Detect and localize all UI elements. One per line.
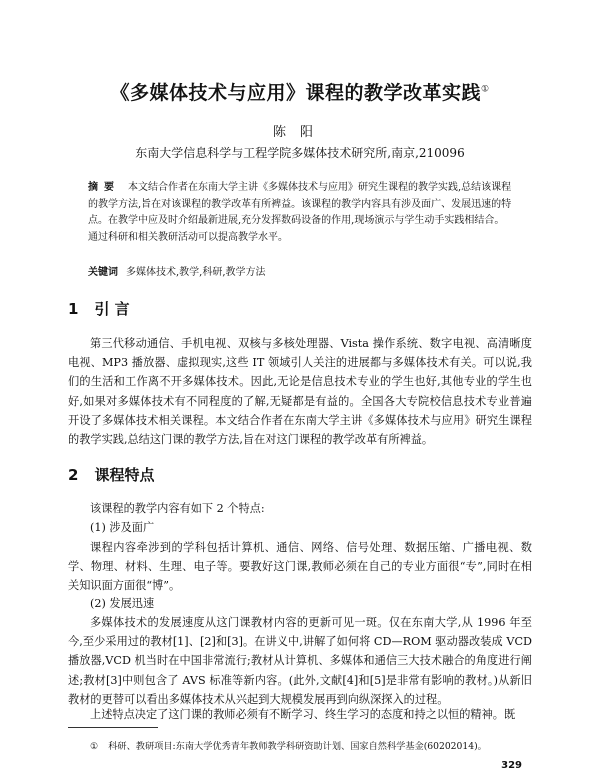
feature-1-paragraph: 课程内容牵涉到的学科包括计算机、通信、网络、信号处理、数据压缩、广播电视、数学、物理、材料、生理、电子等。要教好这门课,教师必须在自己的专业方面很“专”,同时在相关知识面方面很“博”。	[68, 541, 532, 593]
section-title: 引 言	[94, 300, 130, 318]
title-footnote-mark: ①	[480, 84, 490, 95]
author-affiliation: 东南大学信息科学与工程学院多媒体技术研究所,南京,210096	[135, 146, 465, 160]
author-name: 陈阳	[272, 125, 327, 140]
section-title: 课程特点	[94, 466, 155, 484]
paper-title	[40, 78, 560, 105]
page-number: 329	[501, 760, 522, 771]
abstract	[88, 180, 512, 246]
keywords-label: 关键词	[88, 267, 118, 278]
section-1-heading	[68, 298, 130, 319]
keywords-text: 多媒体技术,教学,科研,教学方法	[126, 267, 266, 278]
footnote	[90, 738, 540, 752]
abstract-text: 本文结合作者在东南大学主讲《多媒体技术与应用》研究生课程的教学实践,总结该课程的教学方法,旨在对该课程的教学改革有所裨益。该课程的教学内容具有涉及面广、发展迅速的特点。在教学中应及时介绍最新进展,充分发挥数码设备的作用,现场演示与学生动手实践相结合。通过科研和相关教研活动可以提高教学水平。	[88, 182, 512, 243]
section-1-paragraph: 第三代移动通信、手机电视、双核与多核处理器、Vista 操作系统、数字电视、高清晰度电视、MP3 播放器、虚拟现实,这些 IT 领域引人关注的进展都与多媒体技术有关。可以说,我们的生活和工作离不开多媒体技术。因此,无论是信息技术专业的学生也好,其他专业的学生也好,如果对多媒体技术有不同程度的了解,无疑都是有益的。全国各大专院校信息技术专业普遍开设了多媒体技术相关课程。本文结合作者在东南大学主讲《多媒体技术与应用》研究生课程的教学实践,总结这门课的教学方法,旨在对这门课程的教学改革有所裨益。	[68, 337, 532, 447]
feature-2-paragraph: 多媒体技术的发展速度从这门课教材内容的更新可见一斑。仅在东南大学,从 1996 年至今,至少采用过的教材[1]、[2]和[3]。在讲义中,讲解了如何将 CD—ROM 驱动器改装成 VCD 播放器,VCD 机当时在中国非常流行;教材从计算机、多媒体和通信三大技术融合的角度进行阐述;教材[3]中则包含了 AVS 标准等新内容。(此外,文献[4]和[5]是非常有影响的教材。)从新旧教材的更替可以看出多媒体技术从兴起到大规模发展再到向纵深探入的过程。	[68, 616, 532, 706]
section-2-heading	[68, 464, 154, 485]
footnote-text: 科研、教研项目:东南大学优秀青年教师教学科研资助计划、国家自然科学基金(60202014)。	[108, 741, 487, 752]
feature-item-2: (2) 发展迅速	[90, 597, 155, 610]
title-text: 《多媒体技术与应用》课程的教学改革实践	[110, 82, 481, 104]
section-2-intro: 该课程的教学内容有如下 2 个特点:	[90, 502, 265, 515]
abstract-label: 摘要	[88, 182, 120, 193]
feature-item-1: (1) 涉及面广	[90, 521, 155, 534]
footnote-divider	[68, 727, 158, 728]
section-number: 1	[68, 300, 79, 318]
closing-paragraph: 上述特点决定了这门课的教师必须有不断学习、终生学习的态度和持之以恒的精神。既	[90, 708, 516, 721]
section-number: 2	[68, 466, 79, 484]
keywords	[88, 263, 528, 278]
footnote-mark: ①	[90, 741, 99, 752]
